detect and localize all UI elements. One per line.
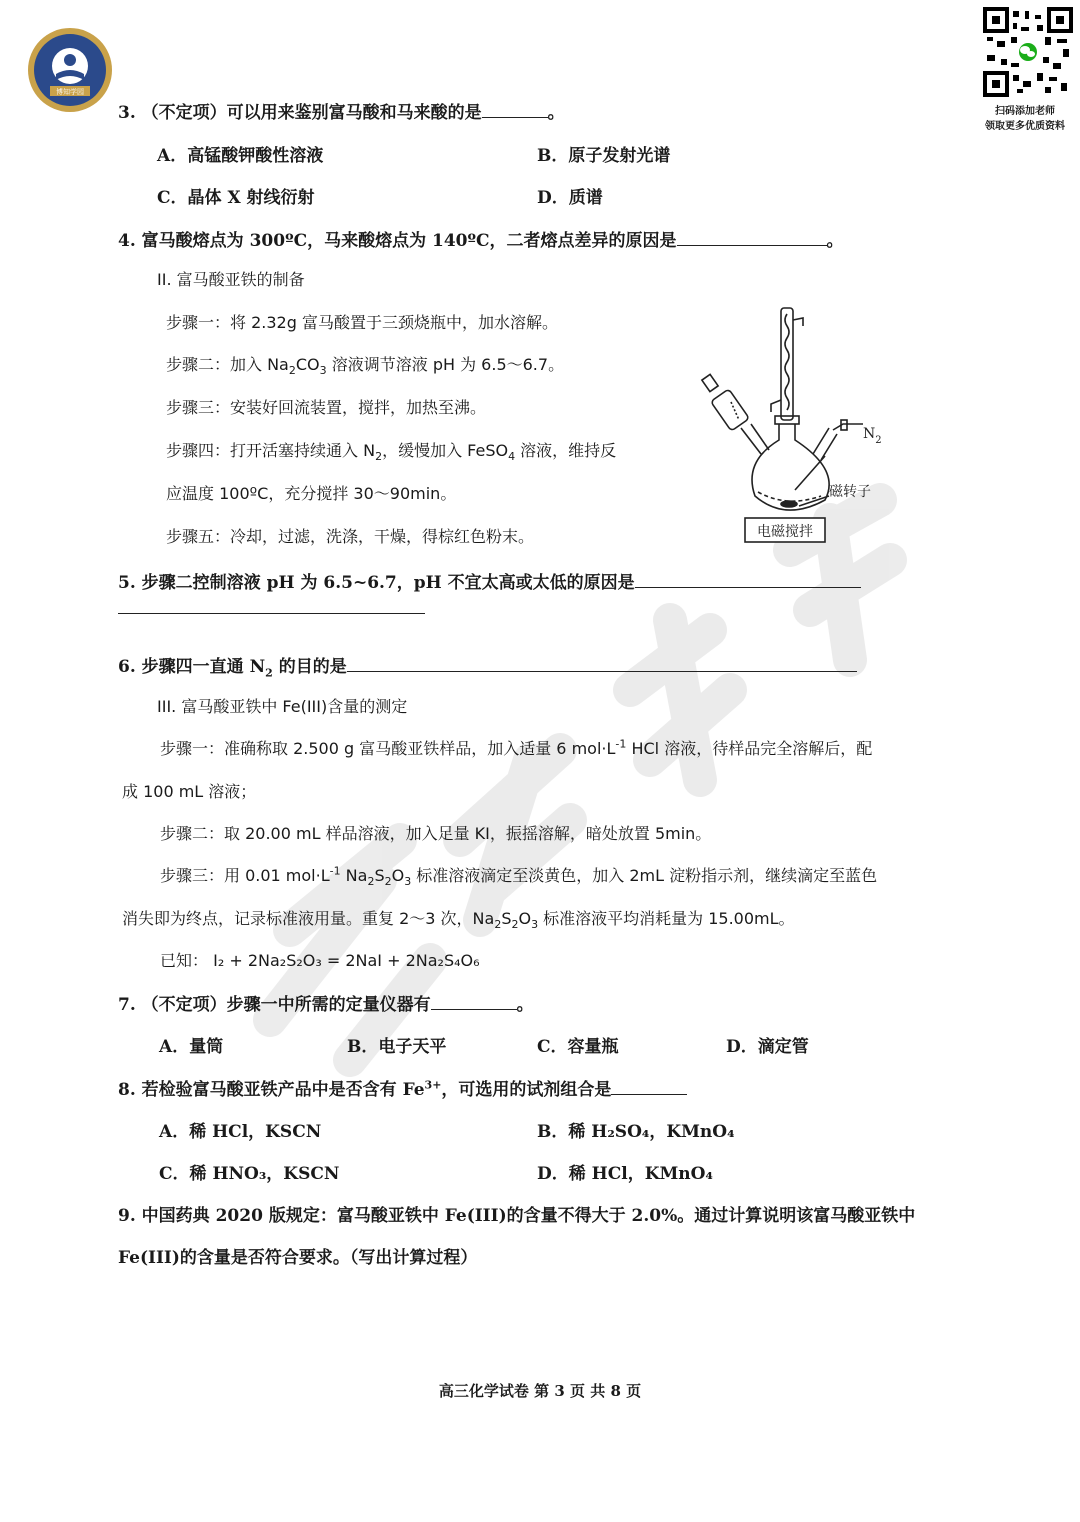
section-3-step1-line1: [160, 736, 872, 759]
q4-end: 。: [826, 231, 844, 251]
s2-step4-mid: ，缓慢加入 FeSO: [382, 441, 509, 460]
reflux-apparatus-diagram: [695, 300, 895, 550]
section-3-known: [160, 948, 480, 971]
s2-step4-sub2: 4: [508, 450, 516, 464]
section-2-step4-line2: 应温度 100ºC，充分搅拌 30～90min。: [166, 484, 457, 503]
apparatus-gas-label: N: [863, 426, 876, 442]
s3-step3-l2-mid2: O: [518, 909, 532, 928]
q8-option-d: D．稀 HCl，KMnO₄: [537, 1164, 713, 1184]
qr-code-icon: [983, 7, 1073, 97]
s3-step3-l2-sub1: 2: [494, 918, 502, 932]
s2-step2-pre: 步骤二：加入 Na: [166, 355, 289, 374]
page-footer: 高三化学试卷 第 3 页 共 8 页: [438, 1382, 642, 1400]
q7-end: 。: [516, 995, 534, 1015]
question-9-line2: Fe(III)的含量是否符合要求。（写出计算过程）: [118, 1248, 478, 1268]
q5-answer-blank-line2: [118, 613, 425, 614]
section-2-step4-line1: [166, 438, 616, 463]
section-2-step3: 步骤三：安装好回流装置，搅拌，加热至沸。: [166, 398, 487, 417]
apparatus-device-label: 电磁搅拌: [757, 524, 813, 540]
s3-step3-l2-mid: S: [501, 909, 512, 928]
q6-stem-post: 的目的是: [272, 657, 347, 677]
question-6: [118, 652, 857, 679]
s3-step3-l2-post: 标准溶液平均消耗量为 15.00mL。: [538, 909, 795, 928]
question-7: [118, 990, 534, 1015]
s3-known-label: 已知：: [160, 951, 209, 970]
q3-answer-blank: [482, 103, 548, 118]
q8-stem-sup: 3+: [424, 1078, 442, 1092]
apparatus-gas-sub: 2: [875, 435, 882, 446]
q7-option-c: C．容量瓶: [537, 1037, 619, 1057]
q6-stem-pre: 6. 步骤四一直通 N: [118, 657, 266, 677]
q8-answer-blank: [611, 1080, 687, 1095]
question-9-line1: 9. 中国药典 2020 版规定：富马酸亚铁中 Fe(III)的含量不得大于 2.0%。通过计算说明该富马酸亚铁中: [118, 1206, 916, 1226]
q8-option-b: B．稀 H₂SO₄，KMnO₄: [537, 1122, 735, 1142]
q8-stem-post: ，可选用的试剂组合是: [441, 1080, 612, 1100]
section-2-title: II. 富马酸亚铁的制备: [157, 270, 305, 289]
section-2-step1: 步骤一：将 2.32g 富马酸置于三颈烧瓶中，加水溶解。: [166, 313, 558, 332]
question-4: [118, 226, 844, 251]
s2-step4-post: 溶液，维持反: [515, 441, 617, 460]
watermark-graphic: [230, 460, 930, 1080]
q4-stem: 4. 富马酸熔点为 300ºC，马来酸熔点为 140ºC，二者熔点差异的原因是: [118, 231, 677, 251]
q3-option-c: C．晶体 X 射线衍射: [157, 188, 315, 208]
q5-stem: 5. 步骤二控制溶液 pH 为 6.5~6.7，pH 不宜太高或太低的原因是: [118, 573, 635, 593]
q8-option-c: C．稀 HNO₃，KSCN: [159, 1164, 340, 1184]
q3-option-a: A．高锰酸钾酸性溶液: [157, 146, 324, 166]
s3-step3-sup: -1: [329, 864, 341, 878]
qr-caption-line2: 领取更多优质资料: [985, 121, 1065, 132]
logo-text: 博知学园: [56, 88, 84, 96]
school-logo: [26, 26, 114, 114]
question-8: [118, 1075, 687, 1100]
s2-step2-sub2: 3: [319, 364, 327, 378]
question-5: [118, 568, 861, 593]
s3-step3-pre: 步骤三：用 0.01 mol·L: [160, 866, 330, 885]
s3-step3-post: 标准溶液滴定至淡黄色，加入 2mL 淀粉指示剂，继续滴定至蓝色: [411, 866, 878, 885]
s3-step3-mid: Na: [340, 866, 368, 885]
q3-option-d: D．质谱: [537, 188, 603, 208]
s3-step3-sub2: 2: [384, 875, 392, 889]
q3-stem: 3. （不定项）可以用来鉴别富马酸和马来酸的是: [118, 103, 482, 123]
s3-step3-l2-pre: 消失即为终点，记录标准液用量。重复 2～3 次，Na: [122, 909, 495, 928]
q6-answer-blank: [347, 657, 857, 672]
section-3-step1-line2: 成 100 mL 溶液；: [122, 782, 257, 801]
section-2-step5: 步骤五：冷却，过滤，洗涤，干燥，得棕红色粉末。: [166, 527, 535, 546]
s3-step3-mid2: S: [374, 866, 385, 885]
section-3-step3-line1: [160, 863, 877, 888]
q6-stem-sub: 2: [265, 666, 273, 680]
s3-step3-sub1: 2: [367, 875, 375, 889]
qr-caption-line1: 扫码添加老师: [995, 106, 1055, 117]
s3-step1-l1: 步骤一：准确称取 2.500 g 富马酸亚铁样品，加入适量 6 mol·L: [160, 739, 616, 758]
question-3: [118, 98, 565, 123]
q7-option-a: A．量筒: [159, 1037, 224, 1057]
s3-known-equation: I₂ + 2Na₂S₂O₃ = 2NaI + 2Na₂S₄O₆: [213, 951, 480, 970]
s3-step1-l1-post: HCl 溶液，待样品完全溶解后，配: [626, 739, 873, 758]
s2-step4-sub: 2: [375, 450, 383, 464]
s3-step3-l2-sub3: 3: [531, 918, 539, 932]
q8-option-a: A．稀 HCl，KSCN: [159, 1122, 322, 1142]
section-3-step3-line2: [122, 906, 795, 931]
s3-step3-sub3: 3: [404, 875, 412, 889]
q8-stem-pre: 8. 若检验富马酸亚铁产品中是否含有 Fe: [118, 1080, 425, 1100]
q7-option-b: B．电子天平: [347, 1037, 447, 1057]
q3-end: 。: [547, 103, 565, 123]
s3-step3-mid3: O: [391, 866, 405, 885]
section-3-title: III. 富马酸亚铁中 Fe(III)含量的测定: [157, 697, 408, 716]
s3-step1-sup: -1: [615, 737, 627, 751]
s2-step2-sub1: 2: [288, 364, 296, 378]
svg-text:N2: [863, 426, 882, 446]
q5-answer-blank: [635, 573, 861, 588]
q4-answer-blank: [677, 231, 827, 246]
s2-step2-post: 溶液调节溶液 pH 为 6.5～6.7。: [326, 355, 565, 374]
s3-step3-l2-sub2: 2: [511, 918, 519, 932]
qr-caption: [970, 104, 1080, 134]
q3-option-b: B．原子发射光谱: [537, 146, 671, 166]
s2-step2-mid: CO: [295, 355, 320, 374]
q7-stem: 7. （不定项）步骤一中所需的定量仪器有: [118, 995, 431, 1015]
q7-option-d: D．滴定管: [726, 1037, 809, 1057]
apparatus-stirrer-label: 磁转子: [829, 484, 871, 500]
section-2-step2: [166, 352, 564, 377]
s2-step4-pre: 步骤四：打开活塞持续通入 N: [166, 441, 376, 460]
section-3-step2: 步骤二：取 20.00 mL 样品溶液，加入足量 KI，振摇溶解，暗处放置 5min。: [160, 824, 712, 843]
q7-answer-blank: [431, 995, 517, 1010]
